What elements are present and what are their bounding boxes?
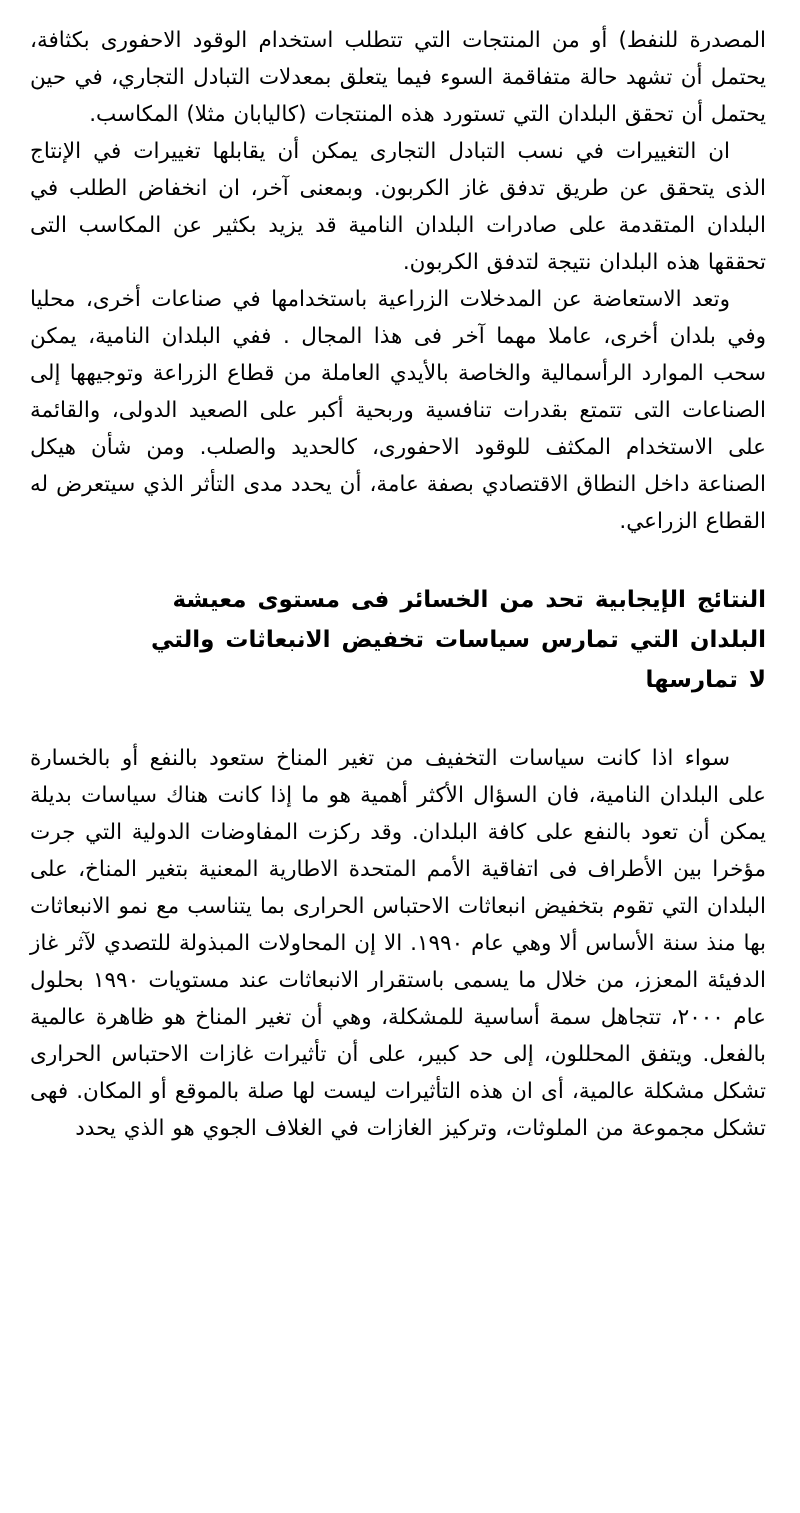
section-heading-line-2: البلدان التي تمارس سياسات تخفيض الانبعاثات والتي [150, 627, 766, 653]
paragraph-1: المصدرة للنفط) أو من المنتجات التي تتطلب استخدام الوقود الاحفورى بكثافة، يحتمل أن تشهد حالة متفاقمة السوء فيما يتعلق بمعدلات التبادل التجاري، في حين يحتمل أن تحقق البلدان التي تستورد هذه المنتجات (كاليابان مثلا) المكاسب. [30, 28, 766, 127]
section-heading-line-1: النتائج الإيجابية تحد من الخسائر فى مستوى معيشة [172, 587, 766, 613]
paragraph-2: ان التغييرات في نسب التبادل التجارى يمكن أن يقابلها تغييرات في الإنتاج الذى يتحقق عن طريق تدفق غاز الكربون. وبمعنى آخر، ان انخفاض الطلب في البلدان المتقدمة على صادرات البلدان النامية قد يزيد بكثير عن المكاسب التى تحققها هذه البلدان نتيجة لتدفق الكربون. [30, 139, 766, 275]
spacer-after-heading [30, 700, 766, 740]
spacer-before-heading [30, 540, 766, 580]
section-heading [30, 580, 766, 700]
section-heading-line-3: لا تمارسها [645, 667, 766, 693]
paragraph-4: سواء اذا كانت سياسات التخفيف من تغير المناخ ستعود بالنفع أو بالخسارة على البلدان النامية، فان السؤال الأكثر أهمية هو ما إذا كانت هناك سياسات بديلة يمكن أن تعود بالنفع على كافة البلدان. وقد ركزت المفاوضات الدولية التي جرت مؤخرا بين الأطراف فى اتفاقية الأمم المتحدة الاطارية المعنية بتغير المناخ، على البلدان التي تقوم بتخفيض انبعاثات الاحتباس الحرارى بما يتناسب مع نمو الانبعاثات بها منذ سنة الأساس ألا وهي عام ١٩٩٠. الا إن المحاولات المبذولة للتصدي لآثر غاز الدفيئة المعزز، من خلال ما يسمى باستقرار الانبعاثات عند مستويات ١٩٩٠ بحلول عام ٢٠٠٠، تتجاهل سمة أساسية للمشكلة، وهي أن تغير المناخ هو ظاهرة عالمية بالفعل. ويتفق المحللون، إلى حد كبير، على أن تأثيرات غازات الاحتباس الحرارى تشكل مشكلة عالمية، أى ان هذه التأثيرات ليست لها صلة بالموقع أو المكان. فهى تشكل مجموعة من الملوثات، وتركيز الغازات في الغلاف الجوي هو الذي يحدد [30, 746, 767, 1141]
paragraph-3: وتعد الاستعاضة عن المدخلات الزراعية باستخدامها في صناعات أخرى، محليا وفي بلدان أخرى، عاملا مهما آخر فى هذا المجال . ففي البلدان النامية، يمكن سحب الموارد الرأسمالية والخاصة بالأيدي العاملة من قطاع الزراعة وتوجيهها إلى الصناعات التى تتمتع بقدرات تنافسية وربحية أكبر على الصعيد الدولى، والقائمة على الاستخدام المكثف للوقود الاحفورى، كالحديد والصلب. ومن شأن هيكل الصناعة داخل النطاق الاقتصادي بصفة عامة، أن يحدد مدى التأثر الذي سيتعرض له القطاع الزراعي. [30, 287, 766, 534]
